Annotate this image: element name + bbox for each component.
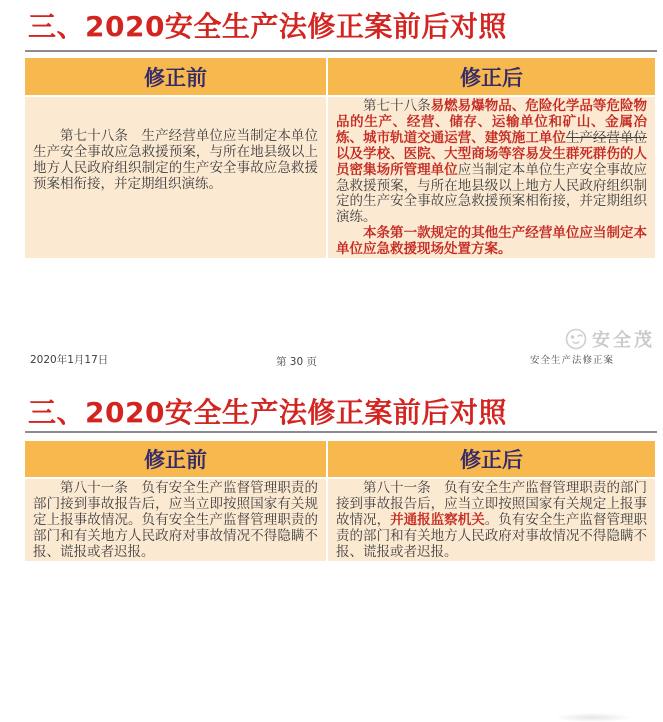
cell-after [328,97,655,258]
comparison-table-1 [25,58,657,258]
text-segment-normal: 第八十一条 负有安全生产监督管理职责的部门接到事故报告后，应当立即按照国家有关规定上报事故情况， [336,480,647,528]
footer-page-number: 第 30 页 [275,356,318,368]
logo-text: 安全茂 [592,330,655,351]
comparison-table-2 [25,441,657,561]
footer-date: 2020年1月17日 [30,354,109,366]
table-body-row [25,479,657,561]
header-cell-after: 修正后 [328,58,655,95]
slide-1-title: 三、2020安全生产法修正案前后对照 [28,10,507,43]
after-text-paragraph-1 [336,99,647,226]
header-cell-before: 修正前 [25,58,328,95]
after-text-paragraph-2: 本条第一款规定的其他生产经营单位应当制定本单位应急救援现场处置方案。 [336,225,647,258]
slide-2-title: 三、2020安全生产法修正案前后对照 [28,396,507,429]
text-segment-added: 以及学校、医院、大型商场等容易发生群死群伤的人员密集场所管理单位 [336,145,647,178]
text-segment-added: 并通报监察机关 [390,511,485,528]
table-body-row [25,97,657,258]
before-text: 第八十一条 负有安全生产监督管理职责的部门接到事故报告后，应当立即按照国家有关规定上报事故情况。负有安全生产监督管理职责的部门和有关地方人民政府对事故情况不得隐瞒不报、谎报或者迟报。 [33,480,318,560]
table-header-row [25,58,657,95]
cell-before [25,479,328,561]
brand-logo [530,326,655,370]
title-divider [25,50,657,52]
text-segment-normal: 应当制定本单位生产安全事故应急救援预案，与所在地县级以上地方人民政府组织制定的生产安全事故应急救援预案相衔接，并定期组织演练。 [336,161,648,226]
header-cell-after: 修正后 [328,441,655,477]
slide-footer [0,326,663,372]
header-cell-before: 修正前 [25,441,328,477]
partial-logo-hint [556,713,630,722]
text-segment-added: 易燃易爆物品、危险化学品等危险物品的生产、经营、储存、运输单位和矿山、金属冶炼、城市轨道交通运营、建筑施工单位 [336,98,647,146]
title-divider [25,431,657,433]
slide-2 [0,390,663,722]
table-header-row [25,441,657,477]
text-segment-normal: 第七十八条 [363,98,431,114]
logo-row [530,326,655,352]
after-text-paragraph-1 [336,481,647,561]
before-text: 第七十八条 生产经营单位应当制定本单位生产安全事故应急救援预案，与所在地县级以上地方人民政府组织制定的生产安全事故应急救援预案相衔接，并定期组织演练。 [33,128,318,192]
text-segment-deleted: 生产经营单位 [565,129,648,146]
cell-before [25,97,328,258]
logo-face-icon [564,327,588,351]
text-segment-normal: 。负有安全生产监督管理职责的部门和有关地方人民政府对事故情况不得隐瞒不报、谎报或者迟报。 [336,511,648,560]
cell-after [328,479,655,561]
logo-caption: 安全生产法修正案 [530,355,615,366]
